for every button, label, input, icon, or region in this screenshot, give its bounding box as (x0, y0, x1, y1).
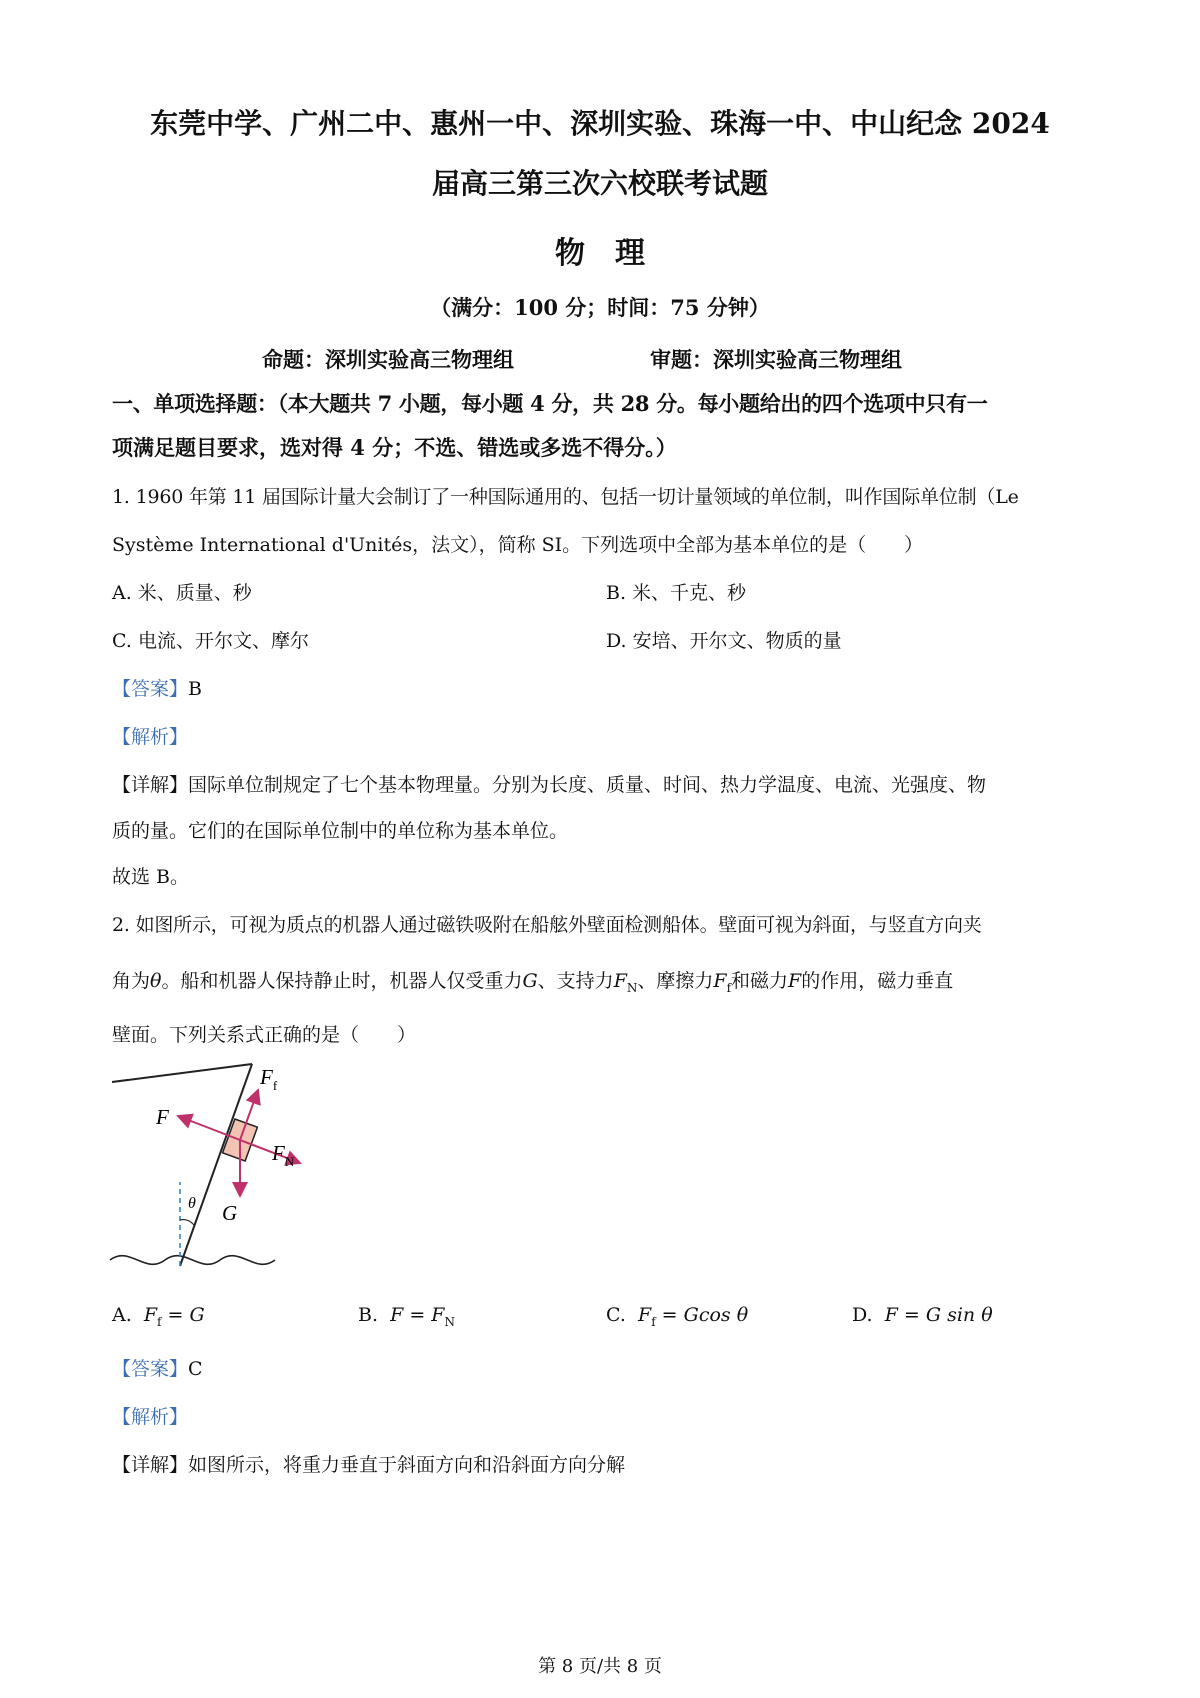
q1-option-a: A. 米、质量、秒 (112, 582, 252, 604)
exam-title-line2: 届高三第三次六校联考试题 (431, 167, 768, 200)
q1-analysis-tag: 【解析】 (112, 726, 189, 748)
theta-symbol: θ (150, 970, 162, 992)
answer-value: B (188, 678, 202, 700)
q2-option-c: C. $F_f = Gcos$ θ (606, 1304, 749, 1329)
page-number: 第 8 页/共 8 页 (538, 1656, 662, 1677)
q1-stem-line2: Système International d'Unités，法文），简称 SI。下列选项中全部为基本单位的是（ ） (112, 534, 924, 556)
label-theta: θ (188, 1195, 196, 1212)
q2-option-d: D. F = G sin θ (852, 1304, 993, 1326)
q1-option-c: C. 电流、开尔文、摩尔 (112, 630, 309, 652)
q1-detail-line2: 质的量。它们的在国际单位制中的单位称为基本单位。 (112, 820, 569, 842)
hull-wall (180, 1064, 252, 1266)
q2-answer (112, 1354, 1102, 1384)
detail-text: 国际单位制规定了七个基本物理量。分别为长度、质量、时间、热力学温度、电流、光强度、物 (188, 774, 987, 796)
section-heading-line2: 项满足题目要求，选对得 4 分；不选、错选或多选不得分。） (112, 435, 677, 460)
stem-text: 、摩擦力 (637, 970, 714, 992)
answer-value: C (188, 1358, 203, 1380)
label-f: F (156, 1105, 169, 1129)
normal-force-symbol: F (613, 970, 627, 992)
q2-analysis-tag: 【解析】 (112, 1406, 189, 1428)
detail-tag: 【详解】 (112, 774, 189, 796)
detail-tag: 【详解】 (112, 1454, 189, 1476)
stem-text: 、支持力 (537, 970, 614, 992)
q2-option-a: A. $F_f = G$ (112, 1304, 205, 1329)
q1-detail-line1 (112, 770, 1102, 800)
q2-stem-line2 (112, 966, 1102, 1003)
q1-stem-line1: 1. 1960 年第 11 届国际计量大会制订了一种国际通用的、包括一切计量领域的单位制，叫作国际单位制（Le (112, 486, 1019, 508)
theta-arc (180, 1220, 194, 1225)
q1-answer (112, 674, 1102, 704)
section-heading-line1: 一、单项选择题：（本大题共 7 小题，每小题 4 分，共 28 分。每小题给出的四个选项中只有一 (112, 391, 988, 416)
force-diagram (100, 1060, 340, 1290)
exam-author: 命题：深圳实验高三物理组 (262, 347, 514, 372)
q1-conclusion: 故选 B。 (112, 866, 190, 888)
q1-option-b: B. 米、千克、秒 (606, 582, 747, 604)
sea-surface (110, 1256, 275, 1265)
label-g: G (222, 1201, 238, 1225)
q2-detail-line1 (112, 1450, 1102, 1480)
q1-option-d: D. 安培、开尔文、物质的量 (606, 630, 842, 652)
gravity-symbol: G (522, 970, 538, 992)
answer-tag: 【答案】 (112, 1358, 189, 1380)
hull-top-edge (112, 1064, 252, 1082)
q2-stem-line1: 2. 如图所示，可视为质点的机器人通过磁铁吸附在船舷外壁面检测船体。壁面可视为斜面，与竖直方向夹 (112, 914, 982, 936)
stem-text: 的作用，磁力垂直 (801, 970, 954, 992)
stem-text: 角为 (112, 970, 151, 992)
friction-symbol: F (713, 970, 727, 992)
subject-title: 物 理 (555, 236, 645, 271)
detail-text: 如图所示，将重力垂直于斜面方向和沿斜面方向分解 (188, 1454, 626, 1476)
exam-reviewer: 审题：深圳实验高三物理组 (650, 347, 902, 372)
label-fn: $F_N$ (272, 1141, 295, 1169)
q2-stem-line3: 壁面。下列关系式正确的是（ ） (112, 1024, 417, 1046)
answer-tag: 【答案】 (112, 678, 189, 700)
label-ff: $F_f$ (260, 1065, 278, 1093)
normal-force-sub: N (626, 980, 638, 995)
exam-title-line1: 东莞中学、广州二中、惠州一中、深圳实验、珠海一中、中山纪念 2024 (150, 107, 1050, 140)
stem-text: 和磁力 (731, 970, 789, 992)
q2-option-b: B. $F = F_N$ (358, 1304, 455, 1329)
stem-text: 。船和机器人保持静止时，机器人仅受重力 (161, 970, 523, 992)
exam-info: （满分：100 分；时间：75 分钟） (430, 295, 770, 320)
friction-sub: f (726, 980, 732, 995)
magnetic-force-symbol: F (788, 970, 802, 992)
magnetic-force-arrow (178, 1116, 240, 1140)
